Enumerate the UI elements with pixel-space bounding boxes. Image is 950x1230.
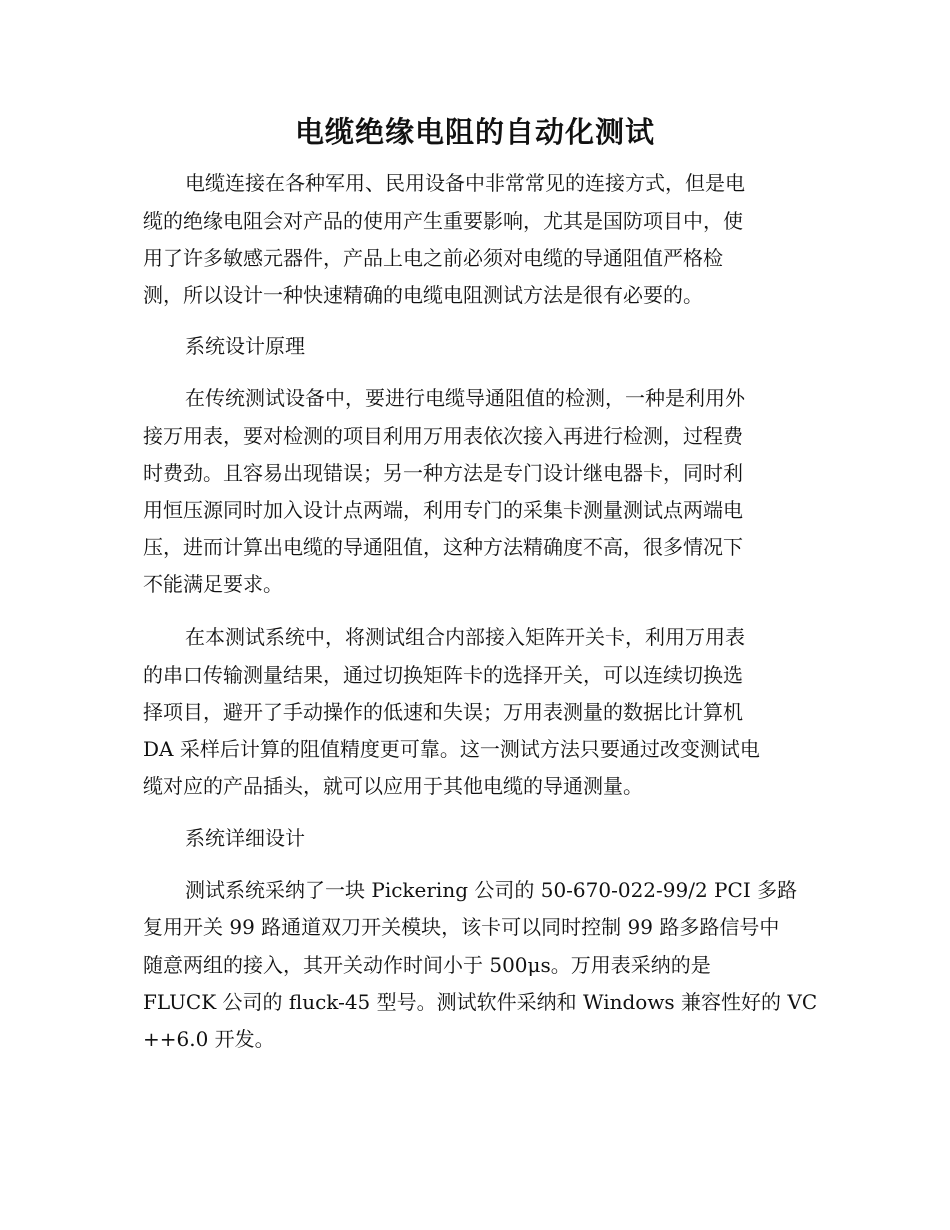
section-heading-design-principle: 系统设计原理 xyxy=(185,334,305,358)
paragraph-line: 接万用表，要对检测的项目利用万用表依次接入再进行检测，过程费 xyxy=(143,424,743,448)
paragraph-line: 压，进而计算出电缆的导通阻值，这种方法精确度不高，很多情况下 xyxy=(143,535,743,559)
paragraph-line: 在本测试系统中，将测试组合内部接入矩阵开关卡，利用万用表 xyxy=(185,625,745,649)
paragraph-line: 用恒压源同时加入设计点两端，利用专门的采集卡测量测试点两端电 xyxy=(143,498,743,522)
section-heading-detailed-design: 系统详细设计 xyxy=(185,826,305,850)
paragraph-line: 缆的绝缘电阻会对产品的使用产生重要影响，尤其是国防项目中，使 xyxy=(143,209,743,233)
paragraph-line: 择项目，避开了手动操作的低速和失误；万用表测量的数据比计算机 xyxy=(143,700,743,724)
paragraph-line: 测，所以设计一种快速精确的电缆电阻测试方法是很有必要的。 xyxy=(143,283,703,307)
paragraph-line: 缆对应的产品插头，就可以应用于其他电缆的导通测量。 xyxy=(143,774,643,798)
paragraph-line: 用了许多敏感元器件，产品上电之前必须对电缆的导通阻值严格检 xyxy=(143,246,723,270)
paragraph-line: 在传统测试设备中，要进行电缆导通阻值的检测，一种是利用外 xyxy=(185,386,745,410)
paragraph-line: FLUCK 公司的 fluck-45 型号。测试软件采纳和 Windows 兼容性好的 VC xyxy=(143,990,818,1014)
paragraph-line: 的串口传输测量结果，通过切换矩阵卡的选择开关，可以连续切换选 xyxy=(143,663,743,687)
paragraph-line: 电缆连接在各种军用、民用设备中非常常见的连接方式，但是电 xyxy=(185,171,745,195)
paragraph-line: 测试系统采纳了一块 Pickering 公司的 50-670-022-99/2 PCI 多路 xyxy=(185,878,798,902)
paragraph-line: 随意两组的接入，其开关动作时间小于 500μs。万用表采纳的是 xyxy=(143,953,711,977)
paragraph-line: 时费劲。且容易出现错误；另一种方法是专门设计继电器卡，同时利 xyxy=(143,461,743,485)
paragraph-line: 复用开关 99 路通道双刀开关模块，该卡可以同时控制 99 路多路信号中 xyxy=(143,915,780,939)
document-title: 电缆绝缘电阻的自动化测试 xyxy=(294,115,655,149)
paragraph-line: 不能满足要求。 xyxy=(143,572,283,596)
paragraph-line: ++6.0 开发。 xyxy=(143,1027,275,1051)
paragraph-line: DA 采样后计算的阻值精度更可靠。这一测试方法只要通过改变测试电 xyxy=(143,737,760,761)
